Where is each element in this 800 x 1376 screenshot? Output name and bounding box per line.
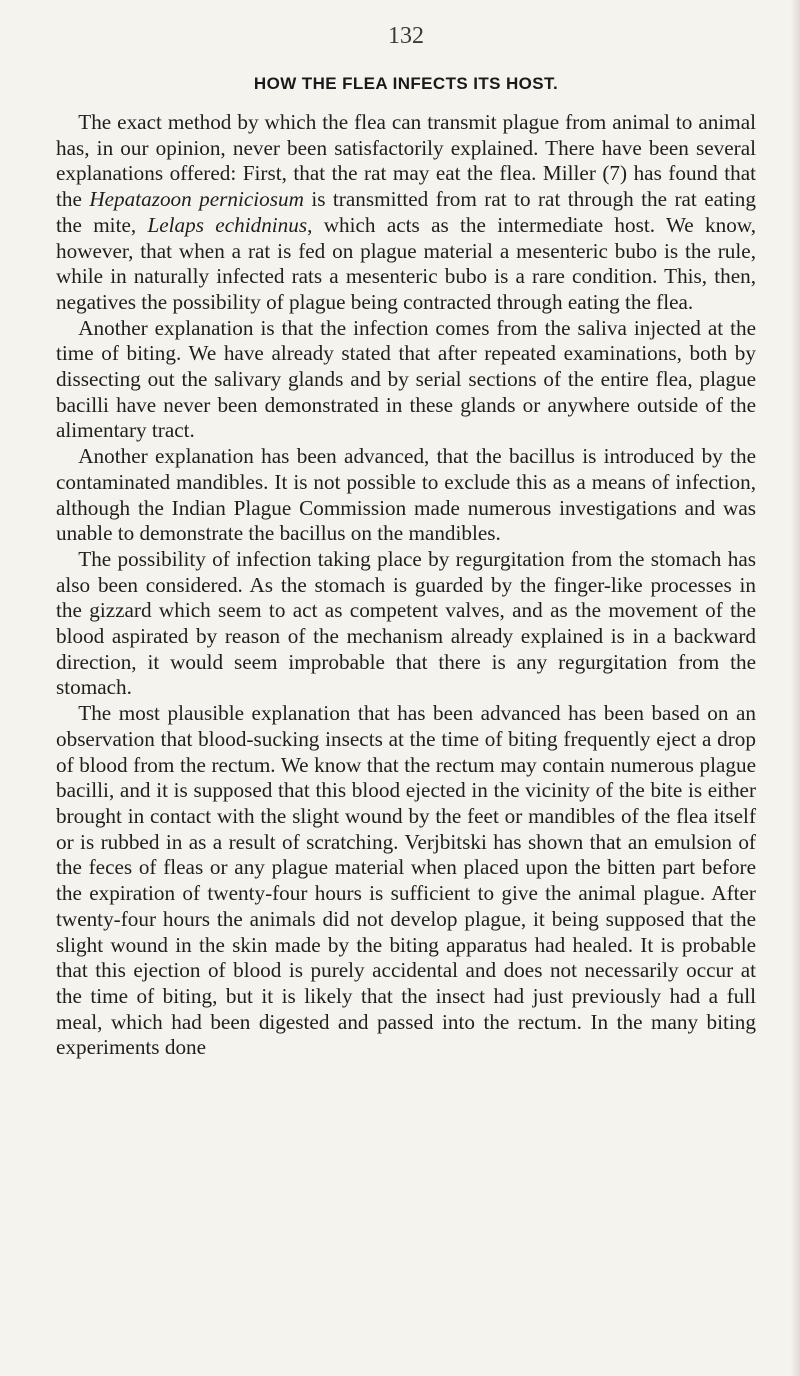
paragraph: The most plausible explanation that has been advanced has been based on an observation that blood-sucking insects at the time of biting frequently eject a drop of blood from the rectum. We know that the rectum may contain numerous plague bacilli, and it is supposed that this blood ejected in the vicinity of the bite is either brought in contact with the slight wound by the feet or mandibles of the flea itself or is rubbed in as a result of scratching. Verjbitski has shown that an emulsion of the feces of fleas or any plague material when placed upon the bitten part before the expiration of twenty-four hours is sufficient to give the animal plague. After twenty-four hours the animals did not develop plague, it being supposed that the slight wound in the skin made by the biting apparatus had healed. It is probable that this ejection of blood is purely accidental and does not necessarily occur at the time of biting, but it is likely that the insect had just previously had a full meal, which had been digested and passed into the rectum. In the many biting experiments done	[56, 701, 756, 1060]
paragraph: The exact method by which the flea can transmit plague from animal to animal has, in our opinion, never been satisfactorily explained. There have been several explanations offered: First, that the rat may eat the flea. Miller (7) has found that the Hepatazoon perniciosum is transmitted from rat to rat through the rat eating the mite, Lelaps echidninus, which acts as the intermediate host. We know, however, that when a rat is fed on plague material a mesenteric bubo is the rule, while in naturally infected rats a mesenteric bubo is a rare condition. This, then, negatives the possibility of plague being contracted through eating the flea.	[56, 110, 757, 314]
body-text	[56, 110, 756, 1061]
running-head: HOW THE FLEA INFECTS ITS HOST.	[253, 74, 559, 93]
paragraph: Another explanation has been advanced, that the bacillus is introduced by the contaminated mandibles. It is not possible to exclude this as a means of infection, although the Indian Plague Commission made numerous investigations and was unable to demonstrate the bacillus on the mandibles.	[56, 444, 756, 546]
page-number: 132	[388, 23, 424, 49]
page-edge-shadow	[790, 0, 800, 1376]
species-name: Hepatazoon perniciosum	[89, 187, 304, 212]
paragraph: Another explanation is that the infection comes from the saliva injected at the time of biting. We have already stated that after repeated examinations, both by dissecting out the salivary glands and by serial sections of the entire flea, plague bacilli have never been demonstrated in these glands or anywhere outside of the alimentary tract.	[56, 315, 756, 443]
paragraph: The possibility of infection taking place by regurgitation from the stomach has also been considered. As the stomach is guarded by the finger-like processes in the gizzard which seem to act as competent valves, and as the movement of the blood aspirated by reason of the mechanism already explained is in a backward direction, it would seem improbable that there is any regurgitation from the stomach.	[56, 546, 756, 700]
species-name: Lelaps echidninus	[147, 212, 308, 237]
